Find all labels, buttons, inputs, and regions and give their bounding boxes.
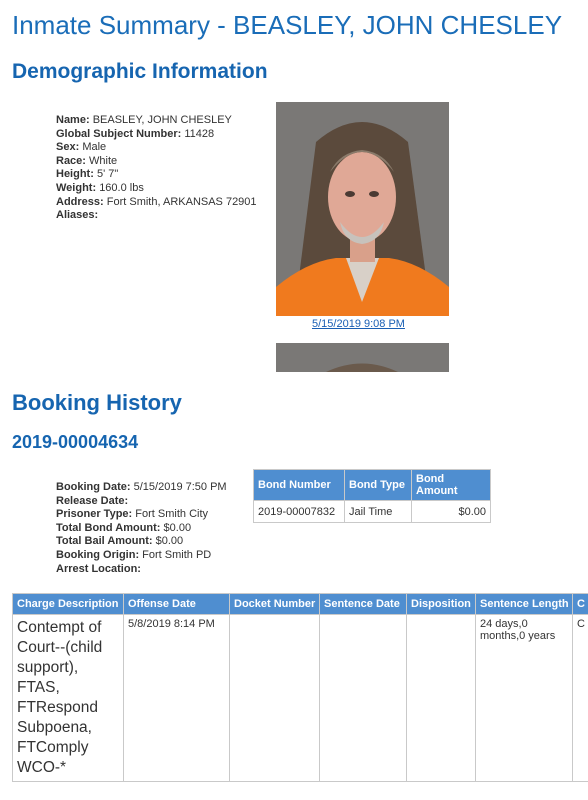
sentence-length-cell: 24 days,0 months,0 years (476, 615, 573, 782)
field-total-bail: Total Bail Amount: $0.00 (56, 535, 184, 548)
field-height: Height: 5' 7" (56, 168, 119, 181)
charge-header-offense-date: Offense Date (124, 594, 230, 615)
field-total-bond: Total Bond Amount: $0.00 (56, 521, 192, 534)
booking-number: 2019-00004634 (12, 432, 139, 452)
charge-header-description: Charge Description (13, 594, 124, 615)
bond-table (253, 469, 491, 523)
bond-amount-cell: $0.00 (412, 501, 491, 523)
sentence-date-cell (320, 615, 407, 782)
charge-header-sentence-date: Sentence Date (320, 594, 407, 615)
bond-header-amount: Bond Amount (412, 470, 491, 501)
field-release-date: Release Date: (56, 494, 129, 507)
demographic-fields (56, 114, 257, 223)
offense-date-cell: 5/8/2019 8:14 PM (124, 615, 230, 782)
bond-header-number: Bond Number (254, 470, 345, 501)
charge-header-disposition: Disposition (407, 594, 476, 615)
charge-description-cell: Contempt of Court--(child support), FTAS, FTRespond Subpoena, FTComply WCO-* (13, 615, 124, 782)
field-weight: Weight: 160.0 lbs (56, 181, 144, 194)
charge-header-sentence-length: Sentence Length (476, 594, 573, 615)
mugshot-photo[interactable] (276, 102, 449, 316)
charge-header-extra: C (573, 594, 588, 615)
field-sex: Sex: Male (56, 141, 107, 154)
booking-fields (56, 481, 227, 576)
bond-header-type: Bond Type (345, 470, 412, 501)
photo-date-link[interactable]: 5/15/2019 9:08 PM (312, 318, 405, 330)
field-name: Name: BEASLEY, JOHN CHESLEY (56, 114, 232, 126)
bond-number-cell: 2019-00007832 (254, 501, 345, 523)
field-subject-number: Global Subject Number: 11428 (56, 127, 215, 140)
table-row (13, 615, 588, 782)
extra-cell: C (573, 615, 588, 782)
field-arrest-location: Arrest Location: (56, 562, 141, 575)
field-booking-origin: Booking Origin: Fort Smith PD (56, 548, 212, 561)
field-booking-date: Booking Date: 5/15/2019 7:50 PM (56, 481, 227, 493)
second-photo[interactable] (276, 343, 449, 372)
field-address: Address: Fort Smith, ARKANSAS 72901 (56, 195, 257, 208)
charge-header-docket: Docket Number (230, 594, 320, 615)
docket-number-cell (230, 615, 320, 782)
charge-table (12, 593, 588, 782)
disposition-cell (407, 615, 476, 782)
demographic-heading: Demographic Information (12, 60, 268, 83)
bond-type-cell: Jail Time (345, 501, 412, 523)
table-row (254, 501, 491, 523)
field-prisoner-type: Prisoner Type: Fort Smith City (56, 508, 209, 521)
booking-history-heading: Booking History (12, 390, 182, 415)
field-aliases: Aliases: (56, 209, 99, 222)
page-title: Inmate Summary - BEASLEY, JOHN CHESLEY (12, 10, 563, 40)
field-race: Race: White (56, 154, 118, 167)
